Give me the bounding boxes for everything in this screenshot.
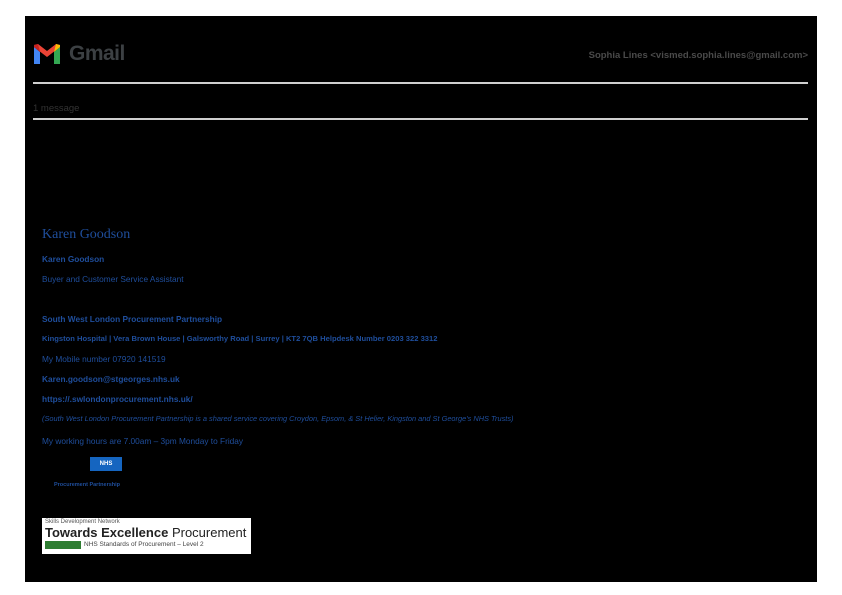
signature-website-link[interactable]: https://.swlondonprocurement.nhs.uk/	[42, 394, 193, 404]
signature-note: (South West London Procurement Partnership is a shared service covering Croydon, Epsom, & St Helier, Kingston and St George's NHS Trusts)	[42, 414, 514, 423]
signature-mobile: My Mobile number 07920 141519	[42, 354, 166, 364]
procurement-partnership-link[interactable]: Procurement Partnership	[54, 482, 121, 488]
account-email: Sophia Lines <vismed.sophia.lines@gmail.com>	[588, 50, 808, 61]
cert-title	[45, 526, 248, 540]
gmail-wordmark: Gmail	[69, 42, 125, 65]
gmail-logo[interactable]	[32, 42, 125, 66]
level-mark-icon	[45, 541, 81, 549]
cert-standard-label: NHS Standards of Procurement – Level 2	[84, 541, 204, 548]
divider	[33, 118, 808, 120]
signature-hours: My working hours are 7.00am – 3pm Monday to Friday	[42, 436, 244, 446]
nhs-logo-badge: NHS	[90, 457, 122, 471]
signature-name-large: Karen Goodson	[42, 227, 131, 242]
signature-name: Karen Goodson	[42, 254, 105, 264]
signature-organization: South West London Procurement Partnership	[42, 314, 223, 324]
signature-role: Buyer and Customer Service Assistant	[42, 274, 184, 284]
certification-banner	[42, 518, 251, 554]
cert-title-rest: Procurement	[168, 525, 247, 540]
signature-email-link[interactable]: Karen.goodson@stgeorges.nhs.uk	[42, 374, 180, 384]
email-print-page	[25, 16, 817, 582]
signature-address: Kingston Hospital | Vera Brown House | Galsworthy Road | Surrey | KT2 7QB Helpdesk Number 0203 322 3312	[42, 334, 438, 343]
cert-title-bold: Towards Excellence	[45, 525, 169, 540]
gmail-m-icon	[32, 43, 62, 65]
cert-network-label: Skills Development Network	[45, 519, 120, 525]
divider	[33, 82, 808, 84]
message-count: 1 message	[33, 103, 80, 114]
cert-standard-row	[45, 540, 248, 549]
